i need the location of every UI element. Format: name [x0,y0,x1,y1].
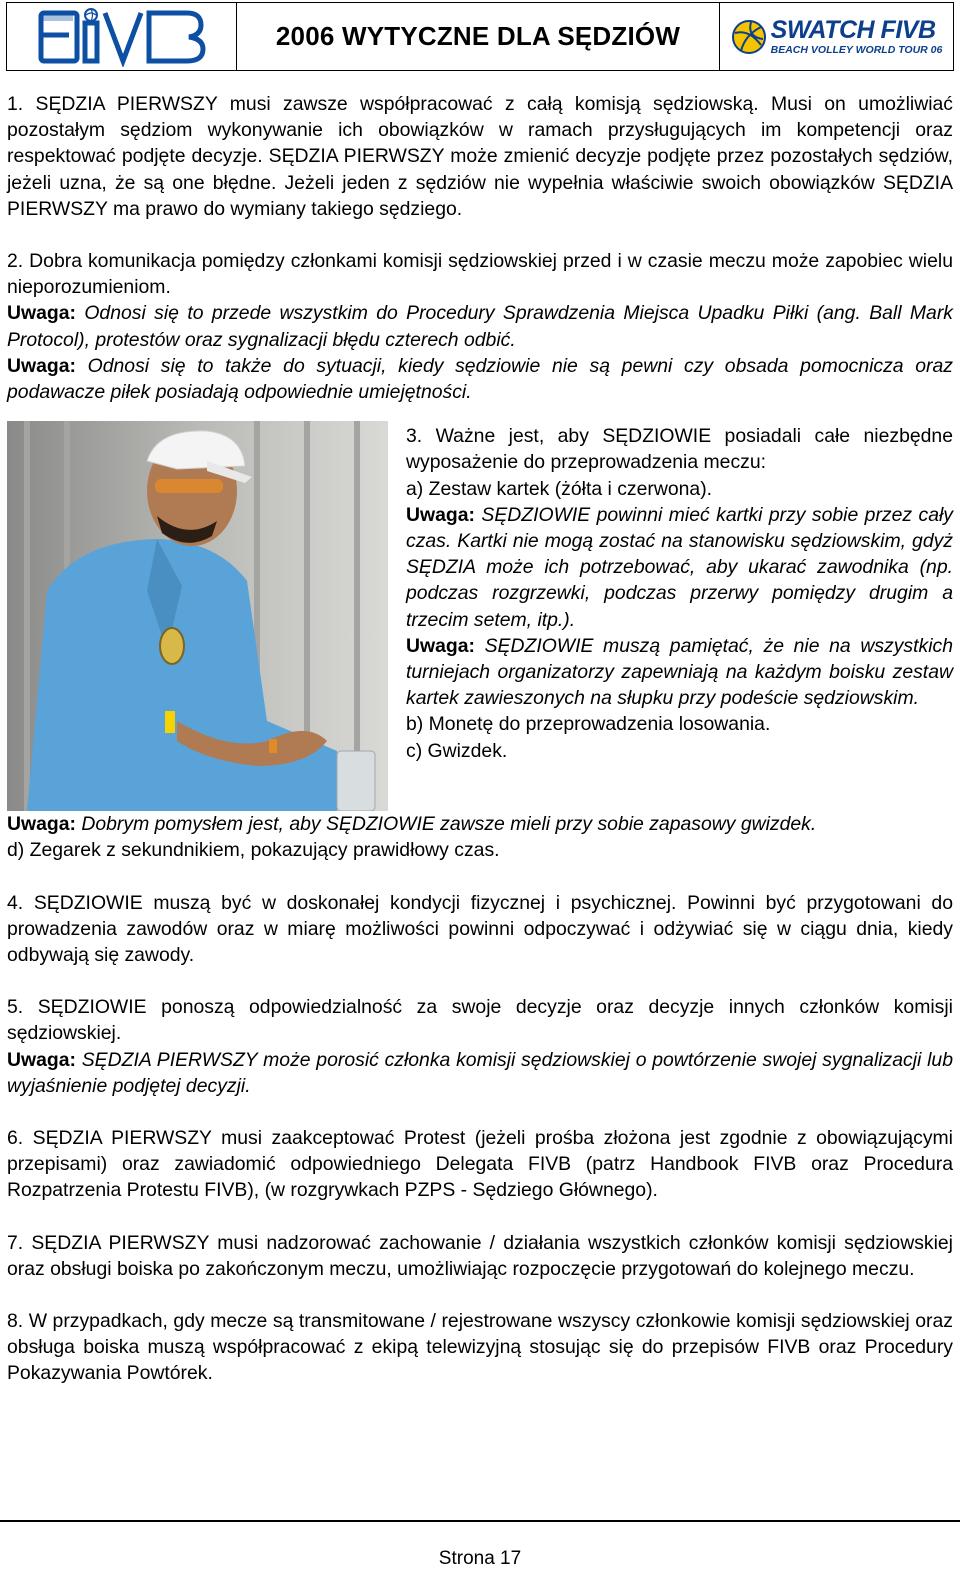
section-3-item-d: d) Zegarek z sekundnikiem, pokazujący prawidłowy czas. [7,839,500,862]
note-text: SĘDZIOWIE powinni mieć kartki przy sobie przez cały czas. Kartki nie mogą zostać na stanowisku sędziowskim, gdyż SĘDZIA może ich potrzebować, aby ukarać zawodnika (np. podczas rozgrzewki, podczas przerwy pomiędzy drugim a trzecim setem, itp.). [406,503,953,631]
section-3-note-3 [7,811,953,837]
section-4: 4. SĘDZIOWIE muszą być w doskonałej kondycji fizycznej i psychicznej. Powinni być przygotowani do prowadzenia zawodów oraz w miarę możliwości powinni odpoczywać i odżywiać się w ciągu dnia, kiedy odbywają się zawody. [7,891,953,967]
swatch-fivb-logo [731,15,943,56]
section-2: 2. Dobra komunikacja pomiędzy członkami komisji sędziowskiej przed i w czasie meczu może zapobiec wielu nieporozumieniom. [7,250,953,299]
section-6: 6. SĘDZIA PIERWSZY musi zaakceptować Protest (jeżeli prośba złożona jest zgodnie z obowiązującymi przepisami) oraz zawiadomić odpowiedniego Delegata FIVB (patrz Handbook FIVB oraz Procedura Rozpatrzenia Protestu FIVB), (w rozgrywkach PZPS - Sędziego Głównego). [7,1127,953,1202]
note-label: Uwaga: [7,354,76,377]
section-3-intro: 3. Ważne jest, aby SĘDZIOWIE posiadali całe niezbędne wyposażenie do przeprowadzenia meczu: [406,425,953,474]
swatch-logo-sub-text: BEACH VOLLEY WORLD TOUR 06 [770,43,943,56]
note-text: Odnosi się to także do sytuacji, kiedy sędziowie nie są pewni czy obsada pomocnicza oraz podawacze piłek posiadają odpowiednie umiejętności. [7,354,953,404]
note-text: SĘDZIOWIE muszą pamiętać, że nie na wszystkich turniejach organizatorzy zapewniają na każdym boisku zestaw kartek zawieszonych na słupku przy podeście sędziowskim. [406,634,953,710]
section-5-note [7,1047,953,1099]
note-label: Uwaga: [7,302,76,325]
note-text: SĘDZIA PIERWSZY może porosić członka komisji sędziowskiej o powtórzenie swojej sygnalizacji lub wyjaśnienie podjętej decyzji. [7,1048,953,1097]
section-8: 8. W przypadkach, gdy mecze są transmitowane / rejestrowane wszyscy członkowie komisji sędziowskiej oraz obsługa boiska muszą współpracować z ekipą telewizyjną stosując się do przepisów FIVB oraz Procedury Pokazywania Powtórek. [7,1310,953,1385]
document-body [7,91,953,1387]
beach-volleyball-icon [731,19,767,55]
section-5: 5. SĘDZIOWIE ponoszą odpowiedzialność za swoje decyzje oraz decyzje innych członków komisji sędziowskiej. [7,996,953,1045]
fivb-logo-icon [37,7,207,67]
section-3-item-b: b) Monetę do przeprowadzenia losowania. [406,713,771,736]
note-label: Uwaga: [406,634,475,657]
document-title: 2006 WYTYCZNE DLA SĘDZIÓW [275,21,681,51]
section-1: 1. SĘDZIA PIERWSZY musi zawsze współpracować z całą komisją sędziowską. Musi on umożliwiać pozostałym sędziom wykonywanie ich obowiązków w ramach przysługujących im kompetencji oraz respektować podjęte decyzje. SĘDZIA PIERWSZY może zmienić decyzje podjęte przez pozostałych sędziów, jeżeli uzna, że są one błędne. Jeżeli jeden z sędziów nie wypełnia właściwie swoich obowiązków SĘDZIA PIERWSZY ma prawo do wymiany takiego sędziego. [7,93,953,220]
note-text: Odnosi się to przede wszystkim do Procedury Sprawdzenia Miejsca Upadku Piłki (ang. Ball Mark Protocol), protestów oraz sygnalizacji błędu czterech odbić. [7,302,953,351]
swatch-logo-main-text: SWATCH FIVB [770,15,936,44]
section-3-text [406,415,953,811]
page-header [6,2,954,71]
note-text: Dobrym pomysłem jest, aby SĘDZIOWIE zawsze mieli przy sobie zapasowy gwizdek. [75,813,817,836]
referee-photo [7,421,388,811]
header-title-cell [237,3,720,70]
note-label: Uwaga: [7,1048,76,1071]
section-3-item-c: c) Gwizdek. [406,739,508,762]
footer-divider [0,1520,960,1522]
section-3-note-2 [406,633,953,712]
page-number: Strona 17 [438,1548,522,1569]
section-2-note-2 [7,353,953,405]
fivb-logo [37,7,207,67]
section-3-item-a: a) Zestaw kartek (żółta i czerwona). [406,477,713,500]
section-7: 7. SĘDZIA PIERWSZY musi nadzorować zachowanie / działania wszystkich członków komisji sędziowskiej oraz obsługi boiska po zakończonym meczu, umożliwiając rozpoczęcie przygotowań do kolejnego meczu. [7,1231,953,1280]
note-label: Uwaga: [406,503,475,526]
section-3-block [7,415,953,811]
note-label: Uwaga: [7,813,76,836]
section-2-note-1 [7,300,953,352]
header-right-cell [720,3,953,70]
section-3-note-1 [406,502,953,633]
header-left-cell [7,3,237,70]
